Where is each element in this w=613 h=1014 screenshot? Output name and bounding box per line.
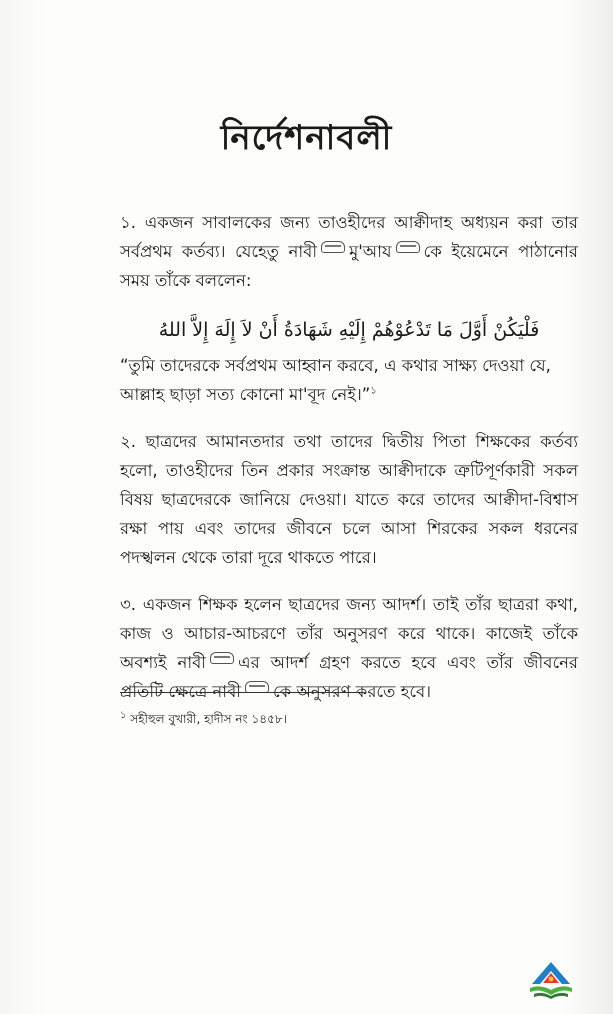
salawat-icon [321, 241, 345, 253]
footnote [120, 710, 287, 728]
paragraph-3-text-a: ৩. একজন শিক্ষক হলেন ছাত্রদের জন্য আদর্শ। তাই তাঁর ছাত্ররা কথা, কাজ ও আচার-আচরণে তাঁর অনুসরণ করে থাকে। কাজেই তাঁকে অবশ্যই নাবী [120, 595, 578, 672]
paragraph-1-text-c: কে ইয়েমেনে পাঠানোর সময় তাঁকে বললেন: [120, 242, 578, 290]
paragraph-3-text-c: কে অনুসরণ করতে হবে। [272, 682, 432, 701]
hadith-translation [120, 351, 578, 409]
publisher-logo-icon [526, 958, 576, 1000]
paragraph-3 [120, 590, 578, 706]
page-title: নির্দেশনাবলী [220, 118, 393, 158]
page-body [120, 208, 578, 724]
footnote-divider [120, 692, 364, 693]
paragraph-3-text-b: এর আদর্শ গ্রহণ করতে হবে এবং তাঁর জীবনের প্রতিটি ক্ষেত্রে নাবী [120, 653, 579, 701]
radiyallahu-anhu-icon [396, 241, 420, 253]
footnote-reference[interactable]: ১ [370, 385, 377, 397]
paragraph-2: ২. ছাত্রদের আমানতদার তথা তাদের দ্বিতীয় পিতা শিক্ষকের কর্তব্য হলো, তাওহীদের তিন প্রকার সংক্রান্ত আক্বীদাকে ত্রুটিপূর্ণকারী সকল বিষয় ছাত্রদেরকে জানিয়ে দেওয়া। যাতে করে তাদের আক্বীদা-বিশ্বাস রক্ষা পায় এবং তাদের জীবনে চলে আসা শিরকের সকল ধরনের পদস্খলন থেকে তারা দূরে থাকতে পারে। [120, 432, 578, 567]
paragraph-1-text-b: মু'আয [349, 242, 392, 261]
footnote-text: সহীহুল বুখারী, হাদীস নং ১৪৫৮। [130, 712, 287, 726]
salawat-icon [210, 652, 234, 664]
footnote-mark: ১ [120, 710, 127, 721]
paragraph-1-text-a: ১. একজন সাবালকের জন্য তাওহীদের আক্বীদাহ অধ্যয়ন করা তার সর্বপ্রথম কর্তব্য। যেহেতু নাবী [120, 213, 578, 261]
hadith-translation-text: “তুমি তাদেরকে সর্বপ্রথম আহ্বান করবে, এ কথার সাক্ষ্য দেওয়া যে, আল্লাহ ছাড়া সত্য কোনো মা'বূদ নেই।” [120, 356, 551, 404]
arabic-hadith-text: فَلْيَكُنْ أَوَّلَ مَا تَدْعُوْهُمْ إِلَيْهِ شَهَادَةُ أَنْ لاَ إِلَهَ إِلاَّ اللهُ [158, 319, 540, 341]
paragraph-1 [120, 208, 578, 295]
